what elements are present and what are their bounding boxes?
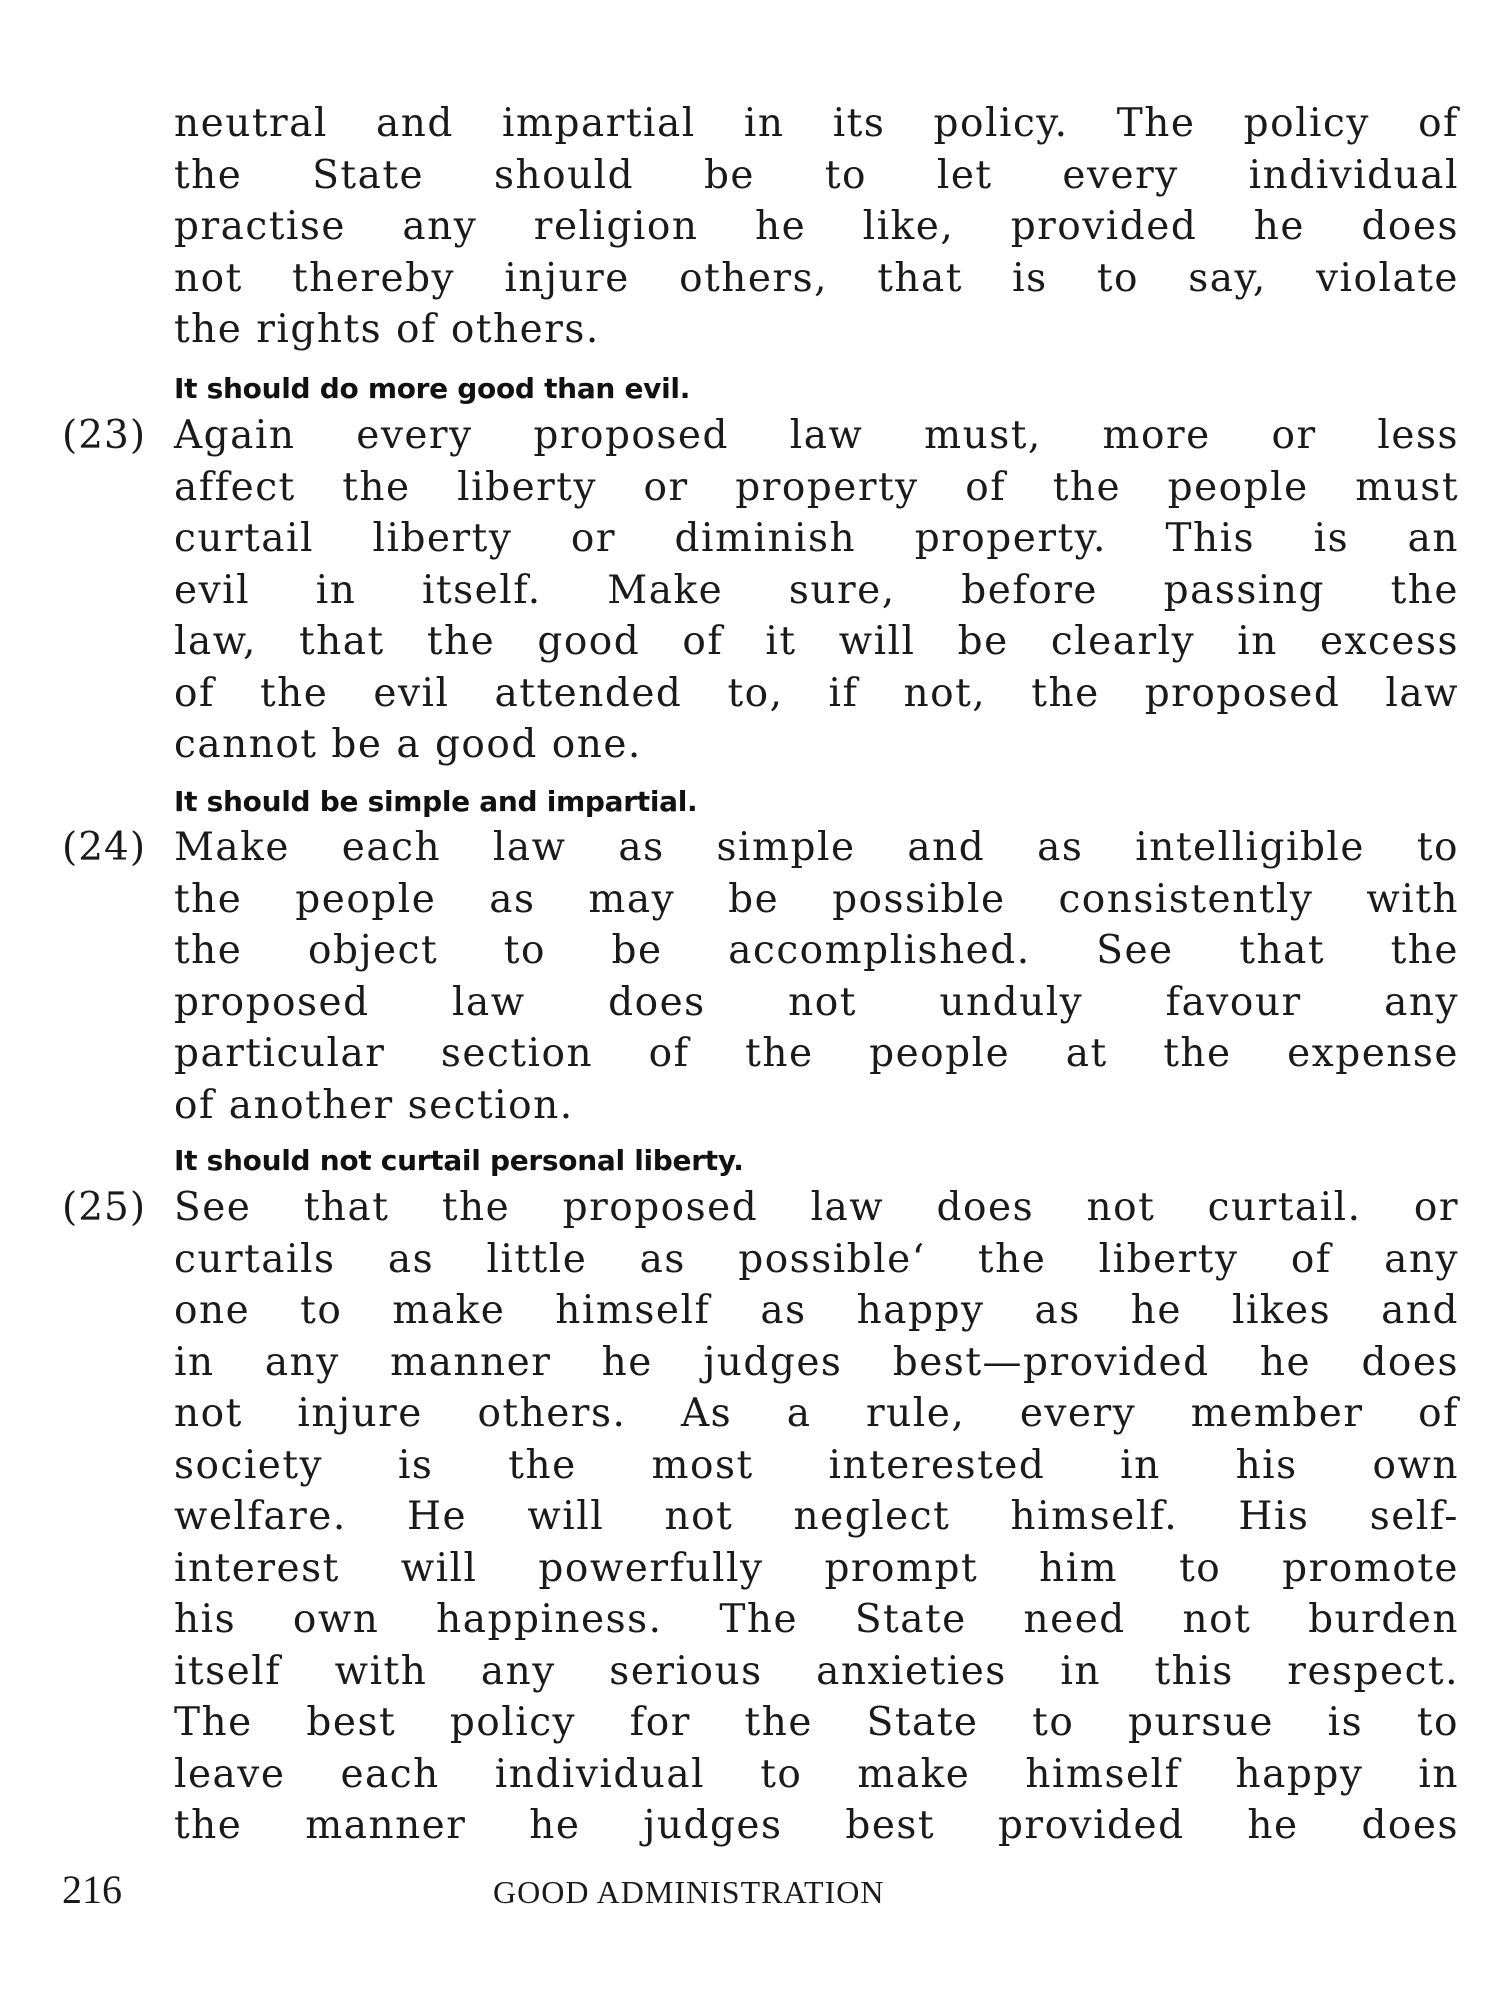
text-line: not injure others. As a rule, every member of (174, 1391, 1459, 1436)
section-paragraph-25 (174, 1182, 1459, 1852)
intro-paragraph (174, 98, 1459, 356)
text-line: Make each law as simple and as intelligible to (174, 825, 1459, 870)
text-line: itself with any serious anxieties in this respect. (174, 1648, 1459, 1694)
text-line: interest will powerfully prompt him to promote (174, 1545, 1459, 1591)
text-line: evil in itself. Make sure, before passing the (174, 567, 1459, 613)
text-line: particular section of the people at the expense (174, 1031, 1459, 1076)
running-title: GOOD ADMINISTRATION (493, 1874, 885, 1910)
section-paragraph-24 (174, 822, 1459, 1131)
text-line: the rights of others. (174, 307, 600, 352)
text-line: leave each individual to make himself happy in (174, 1751, 1459, 1797)
section-heading: It should be simple and impartial. (174, 785, 698, 818)
section-heading: It should not curtail personal liberty. (174, 1144, 744, 1177)
text-line: the people as may be possible consistently with (174, 876, 1459, 922)
text-line: welfare. He will not neglect himself. His self- (174, 1494, 1459, 1539)
text-line: in any manner he judges best—provided he does (174, 1339, 1459, 1385)
section-paragraph-23 (174, 410, 1459, 771)
page-number: 216 (62, 1867, 122, 1912)
text-line: neutral and impartial in its policy. The policy of (174, 101, 1459, 146)
text-line: See that the proposed law does not curtail. or (174, 1185, 1459, 1230)
section-number: (25) (62, 1185, 147, 1230)
text-line: the object to be accomplished. See that the (174, 928, 1459, 973)
text-line: affect the liberty or property of the people must (174, 464, 1459, 510)
text-line: cannot be a good one. (174, 722, 642, 767)
text-line: The best policy for the State to pursue is to (174, 1700, 1459, 1745)
section-number: (23) (62, 413, 147, 458)
text-line: not thereby injure others, that is to say, violate (174, 255, 1459, 301)
text-line: proposed law does not unduly favour any (174, 979, 1459, 1025)
text-line: Again every proposed law must, more or less (174, 413, 1459, 458)
text-line: the manner he judges best provided he does (174, 1803, 1459, 1848)
text-line: one to make himself as happy as he likes and (174, 1288, 1459, 1333)
section-number: (24) (62, 825, 147, 870)
text-line: society is the most interested in his own (174, 1442, 1459, 1488)
text-line: practise any religion he like, provided he does (174, 204, 1459, 249)
text-line: curtails as little as possible‘ the liberty of any (174, 1236, 1459, 1282)
text-line: of another section. (174, 1082, 574, 1128)
text-line: curtail liberty or diminish property. This is an (174, 516, 1459, 561)
text-line: law, that the good of it will be clearly in excess (174, 619, 1459, 664)
section-heading: It should do more good than evil. (174, 372, 691, 405)
text-line: the State should be to let every individual (174, 152, 1459, 198)
text-line: his own happiness. The State need not burden (174, 1597, 1459, 1642)
text-line: of the evil attended to, if not, the proposed law (174, 670, 1459, 716)
